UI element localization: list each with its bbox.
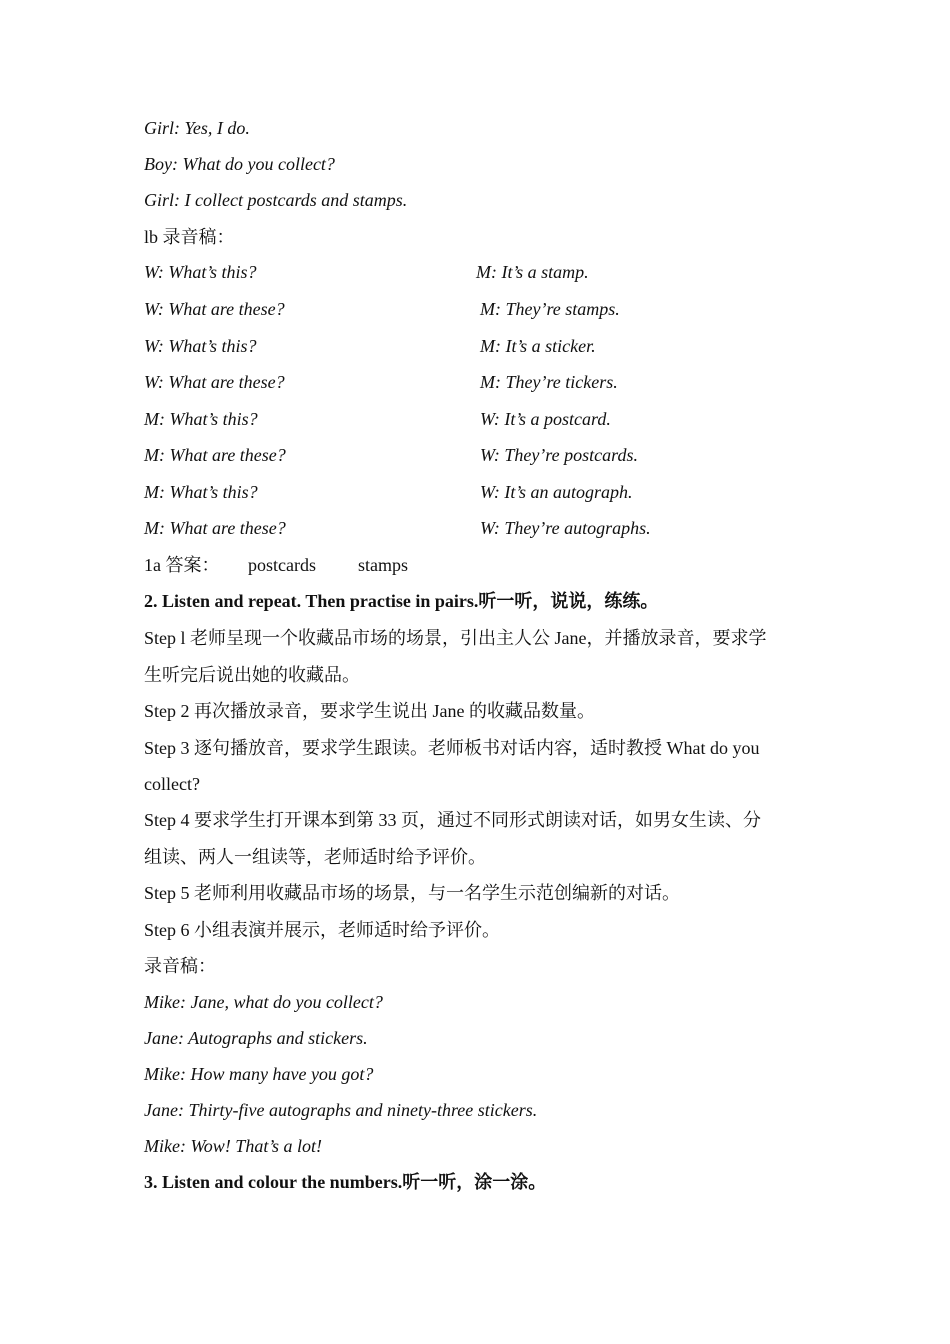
answer-item: stamps [358,555,409,575]
dialogue-line: Jane: Autographs and stickers. [144,1028,368,1048]
step-line: 组读、两人一组读等，老师适时给予评价。 [144,847,486,867]
script-question: M: What’s this? [144,482,258,502]
dialogue-line: Jane: Thirty-five autographs and ninety-three stickers. [144,1100,538,1120]
script-answer: W: It’s an autograph. [480,482,633,502]
script-question: M: What are these? [144,518,286,538]
dialogue-line: Mike: Wow! That’s a lot! [144,1136,322,1156]
step-line: Step l 老师呈现一个收藏品市场的场景，引出主人公 Jane，并播放录音，要求学 [144,628,767,648]
dialogue-line: Mike: Jane, what do you collect? [144,992,383,1012]
script-answer: W: They’re autographs. [480,518,651,538]
script-answer: W: It’s a postcard. [480,409,611,429]
step-line: Step 6 小组表演并展示，老师适时给予评价。 [144,920,500,940]
step-line: Step 2 再次播放录音，要求学生说出 Jane 的收藏品数量。 [144,701,595,721]
script-question: M: What are these? [144,445,286,465]
script-answer: W: They’re postcards. [480,445,638,465]
script-answer: M: It’s a stamp. [476,262,589,282]
answer-1a [144,554,408,576]
step-line: Step 5 老师利用收藏品市场的场景，与一名学生示范创编新的对话。 [144,883,680,903]
step-line: collect? [144,774,200,794]
section-2-heading: 2. Listen and repeat. Then practise in pairs.听一听，说说，练练。 [144,591,659,611]
script-answer: M: They’re tickers. [480,372,618,392]
step-line: 生听完后说出她的收藏品。 [144,665,360,685]
answer-item: postcards [248,555,316,575]
script-question: W: What are these? [144,299,285,319]
answer-label: 1a 答案： [144,555,220,575]
script-question: W: What’s this? [144,336,257,356]
script-answer: M: It’s a sticker. [480,336,596,356]
dialogue-line: Girl: Yes, I do. [144,118,250,138]
step-line: Step 3 逐句播放音，要求学生跟读。老师板书对话内容，适时教授 What do you [144,738,760,758]
section-3-heading: 3. Listen and colour the numbers.听一听，涂一涂。 [144,1172,547,1192]
dialogue-line: Mike: How many have you got? [144,1064,374,1084]
script-1b-heading: lb 录音稿： [144,227,235,247]
dialogue-line: Girl: I collect postcards and stamps. [144,190,408,210]
script-2-heading: 录音稿： [144,956,216,976]
step-line: Step 4 要求学生打开课本到第 33 页，通过不同形式朗读对话，如男女生读、分 [144,810,761,830]
script-question: M: What’s this? [144,409,258,429]
script-question: W: What’s this? [144,262,257,282]
script-question: W: What are these? [144,372,285,392]
script-answer: M: They’re stamps. [480,299,620,319]
dialogue-line: Boy: What do you collect? [144,154,335,174]
